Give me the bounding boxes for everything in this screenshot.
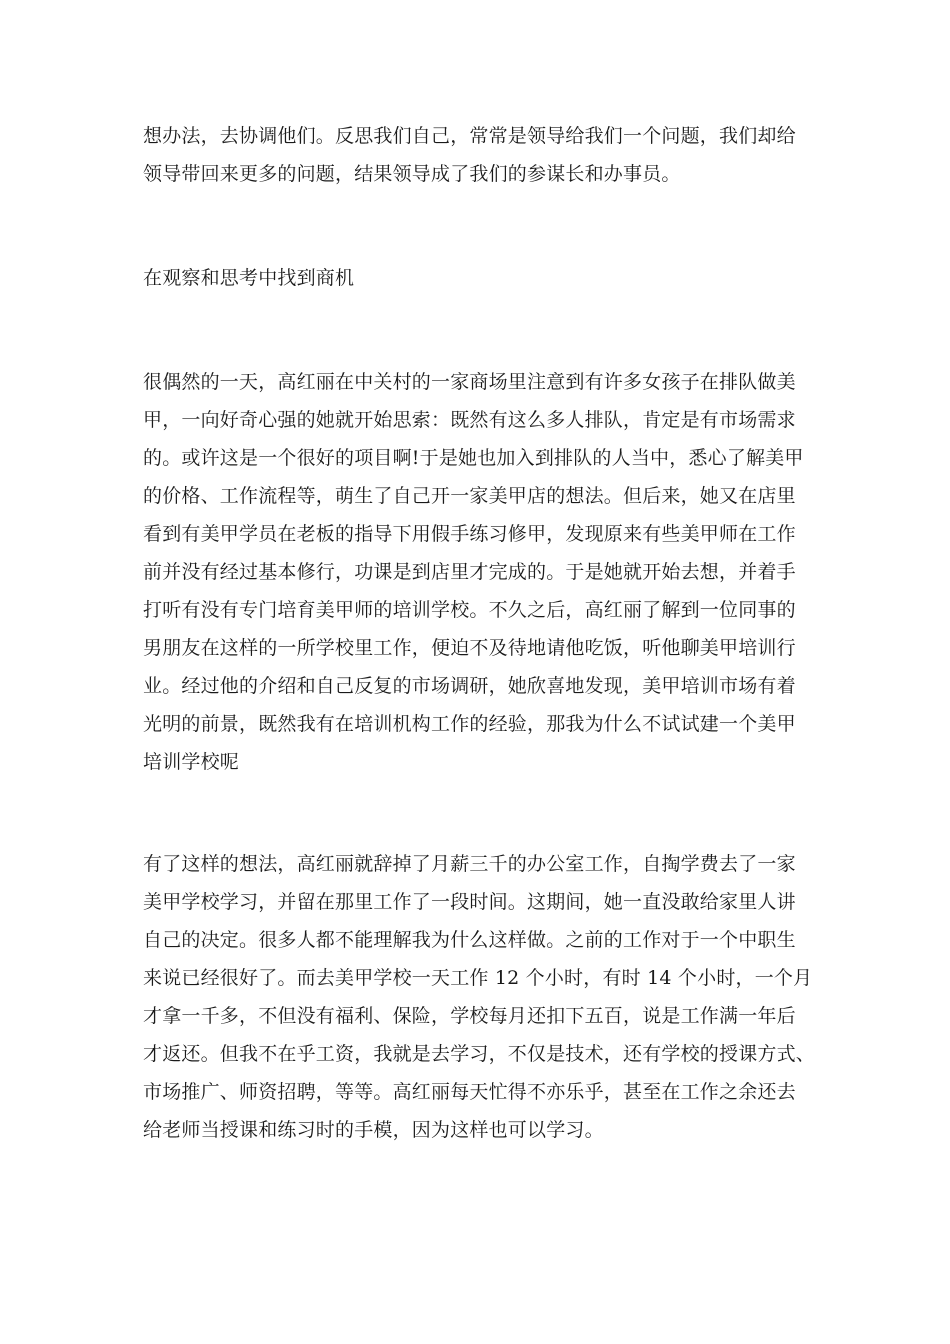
text-line: 培训学校呢 bbox=[143, 751, 240, 773]
section-heading: 在观察和思考中找到商机 bbox=[143, 267, 355, 289]
text-line: 才拿一千多，不但没有福利、保险，学校每月还扣下五百，说是工作满一年后 bbox=[143, 1005, 796, 1027]
text-line: 光明的前景，既然我有在培训机构工作的经验，那我为什么不试试建一个美甲 bbox=[143, 713, 796, 735]
text-line: 很偶然的一天，高红丽在中关村的一家商场里注意到有许多女孩子在排队做美 bbox=[143, 371, 796, 393]
text-line: 有了这样的想法，高红丽就辞掉了月薪三千的办公室工作，自掏学费去了一家 bbox=[143, 853, 796, 875]
text-line: 领导带回来更多的问题，结果领导成了我们的参谋长和办事员。 bbox=[143, 163, 681, 185]
text-line: 美甲学校学习，并留在那里工作了一段时间。这期间，她一直没敢给家里人讲 bbox=[143, 891, 796, 913]
text-line: 才返还。但我不在乎工资，我就是去学习，不仅是技术，还有学校的授课方式、 bbox=[143, 1043, 816, 1065]
text-line: 打听有没有专门培育美甲师的培训学校。不久之后，高红丽了解到一位同事的 bbox=[143, 599, 796, 621]
text-line: 前并没有经过基本修行，功课是到店里才完成的。于是她就开始去想，并着手 bbox=[143, 561, 796, 583]
text-line: 市场推广、师资招聘，等等。高红丽每天忙得不亦乐乎，甚至在工作之余还去 bbox=[143, 1081, 796, 1103]
text-line: 男朋友在这样的一所学校里工作，便迫不及待地请他吃饭，听他聊美甲培训行 bbox=[143, 637, 796, 659]
text-line: 给老师当授课和练习时的手模，因为这样也可以学习。 bbox=[143, 1119, 604, 1141]
text-line: 甲，一向好奇心强的她就开始思索：既然有这么多人排队，肯定是有市场需求 bbox=[143, 409, 796, 431]
text-line: 自己的决定。很多人都不能理解我为什么这样做。之前的工作对于一个中职生 bbox=[143, 929, 796, 951]
text-line: 的价格、工作流程等，萌生了自己开一家美甲店的想法。但后来，她又在店里 bbox=[143, 485, 796, 507]
text-line: 业。经过他的介绍和自己反复的市场调研，她欣喜地发现，美甲培训市场有着 bbox=[143, 675, 796, 697]
text-line: 的。或许这是一个很好的项目啊!于是她也加入到排队的人当中，悉心了解美甲 bbox=[143, 447, 804, 469]
text-line: 想办法，去协调他们。反思我们自己，常常是领导给我们一个问题，我们却给 bbox=[143, 125, 796, 147]
text-line: 看到有美甲学员在老板的指导下用假手练习修甲，发现原来有些美甲师在工作 bbox=[143, 523, 796, 545]
text-line: 来说已经很好了。而去美甲学校一天工作 12 个小时，有时 14 个小时，一个月 bbox=[143, 967, 813, 989]
